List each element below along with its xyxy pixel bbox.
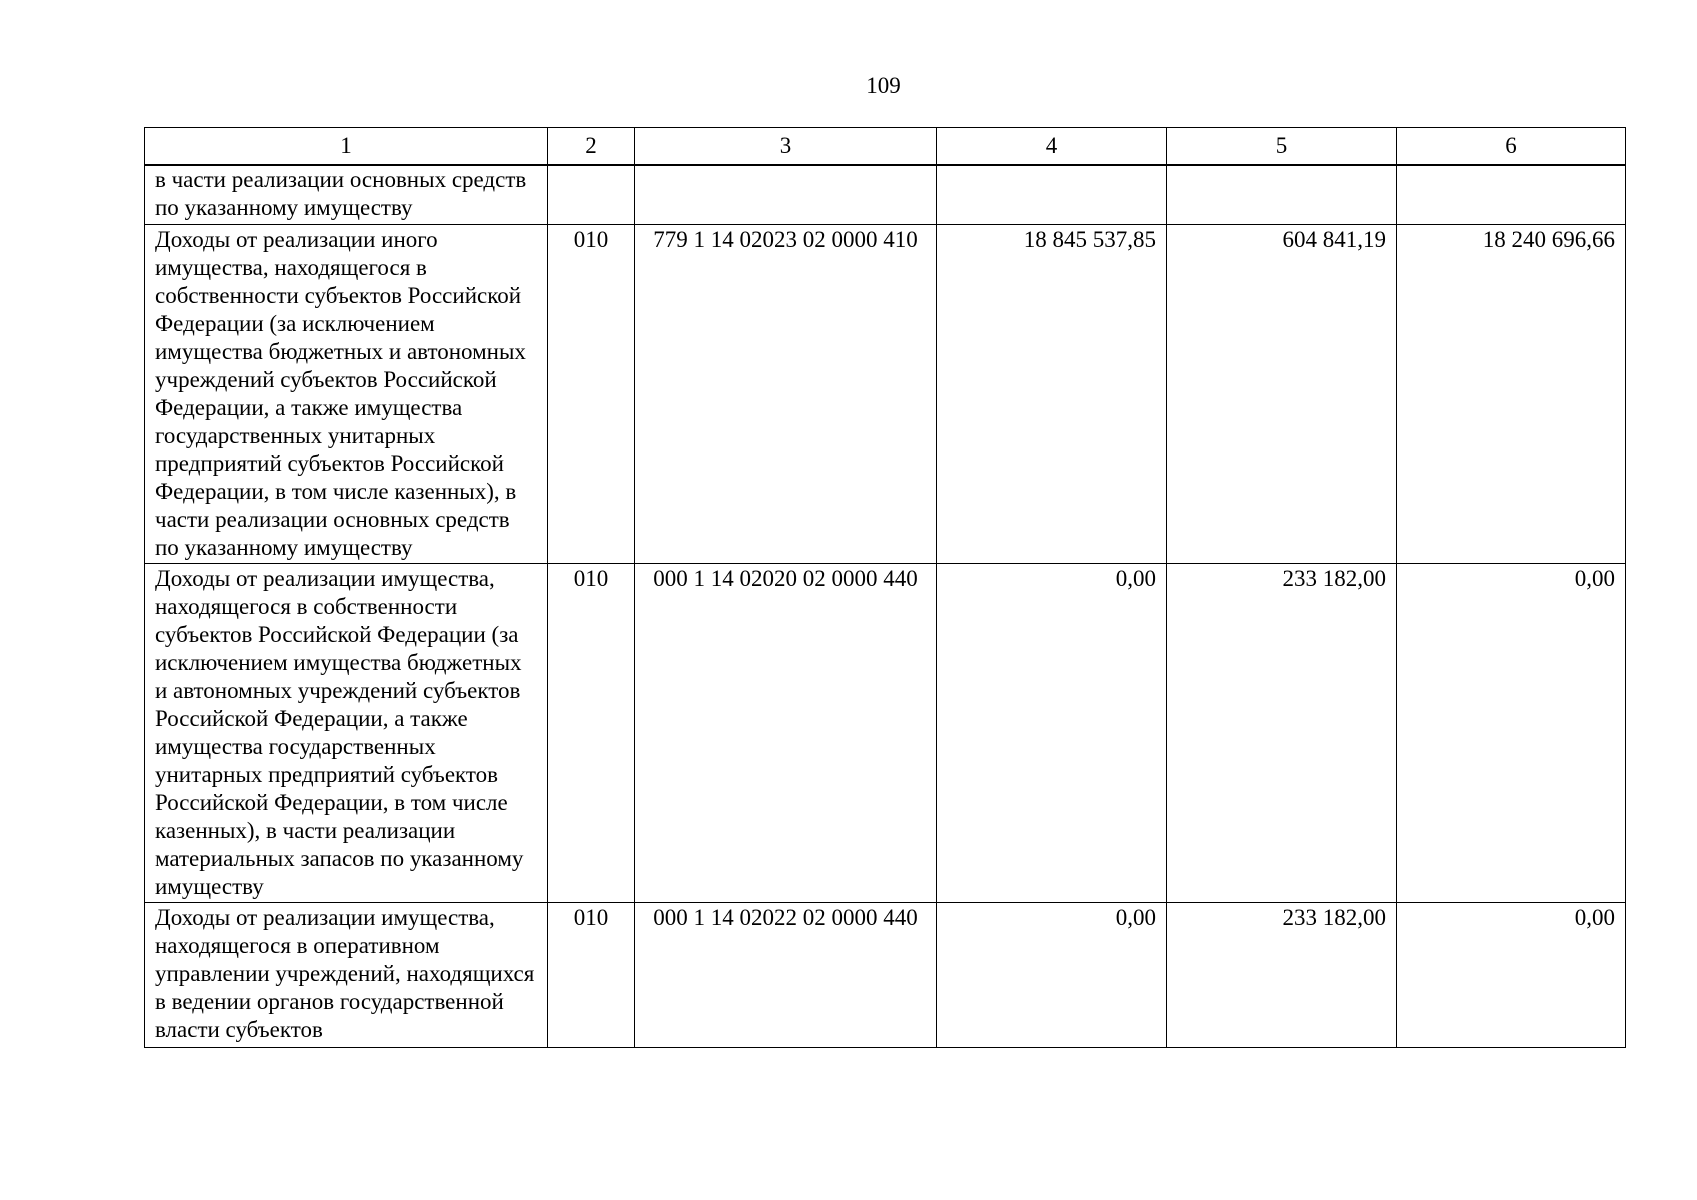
row-approved-cell: 18 845 537,85: [937, 225, 1167, 564]
row-line-code-cell: [548, 165, 635, 225]
row-approved-cell: 0,00: [937, 903, 1167, 1048]
row-unexecuted-cell: 0,00: [1397, 903, 1626, 1048]
row-line-code-cell: 010: [548, 903, 635, 1048]
row-executed-cell: 233 182,00: [1167, 564, 1397, 903]
page-number: 109: [866, 73, 901, 98]
row-unexecuted-cell: [1397, 165, 1626, 225]
table-header-row: [145, 128, 1626, 166]
row-line-code-cell: 010: [548, 225, 635, 564]
table-row: [145, 903, 1626, 1048]
column-header-4: 4: [937, 128, 1167, 166]
row-unexecuted-cell: 0,00: [1397, 564, 1626, 903]
row-name-cell: в части реализации основных средств по указанному имуществу: [145, 165, 548, 225]
row-budget-code-cell: 779 1 14 02023 02 0000 410: [635, 225, 937, 564]
row-executed-cell: [1167, 165, 1397, 225]
table-row: [145, 225, 1626, 564]
row-budget-code-cell: 000 1 14 02022 02 0000 440: [635, 903, 937, 1048]
row-name-cell: Доходы от реализации иного имущества, находящегося в собственности субъектов Российской Федерации (за исключением имущества бюджетных и автономных учреждений субъектов Российской Федерации, а также имущества государственных унитарных предприятий субъектов Российской Федерации, в том числе казенных), в части реализации основных средств по указанному имуществу: [145, 225, 548, 564]
row-name-cell: Доходы от реализации имущества, находящегося в оперативном управлении учреждений, находящихся в ведении органов государственной власти субъектов: [145, 903, 548, 1048]
column-header-2: 2: [548, 128, 635, 166]
column-header-1: 1: [145, 128, 548, 166]
row-budget-code-cell: 000 1 14 02020 02 0000 440: [635, 564, 937, 903]
column-header-6: 6: [1397, 128, 1626, 166]
row-executed-cell: 233 182,00: [1167, 903, 1397, 1048]
row-approved-cell: 0,00: [937, 564, 1167, 903]
table-row: [145, 165, 1626, 225]
row-name-cell: Доходы от реализации имущества, находящегося в собственности субъектов Российской Федерации (за исключением имущества бюджетных и автономных учреждений субъектов Российской Федерации, а также имущества государственных унитарных предприятий субъектов Российской Федерации, в том числе казенных), в части реализации материальных запасов по указанному имуществу: [145, 564, 548, 903]
budget-income-table: [144, 127, 1626, 1048]
row-unexecuted-cell: 18 240 696,66: [1397, 225, 1626, 564]
column-header-5: 5: [1167, 128, 1397, 166]
row-budget-code-cell: [635, 165, 937, 225]
row-line-code-cell: 010: [548, 564, 635, 903]
row-approved-cell: [937, 165, 1167, 225]
row-executed-cell: 604 841,19: [1167, 225, 1397, 564]
table-row: [145, 564, 1626, 903]
column-header-3: 3: [635, 128, 937, 166]
